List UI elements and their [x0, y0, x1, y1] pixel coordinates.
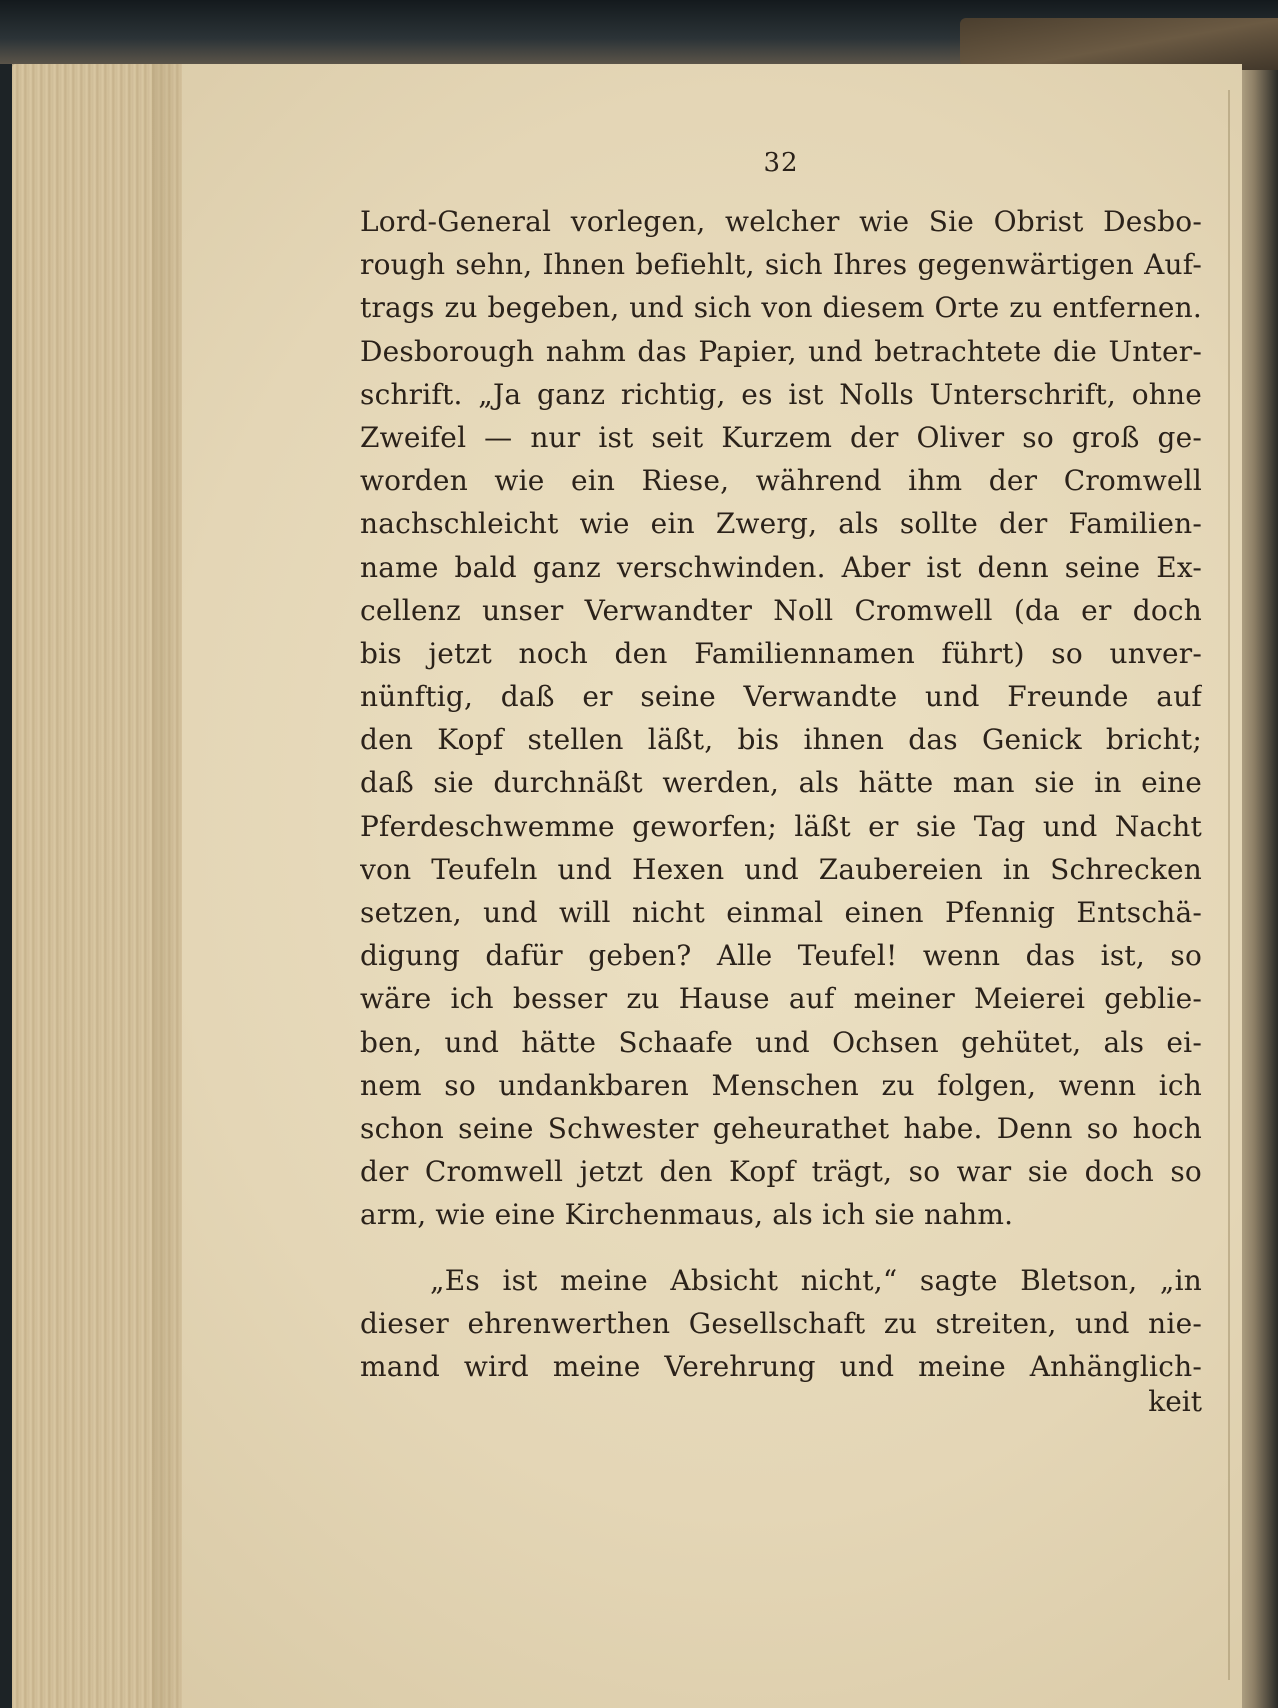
text-line: „Es ist meine Absicht nicht,“ sagte Bletson, „in [430, 1263, 1202, 1297]
catchword: keit [1148, 1385, 1202, 1419]
text-block [360, 148, 1202, 1568]
text-line: bis jetzt noch den Familiennamen führt) so unver- [360, 636, 1202, 670]
text-line: worden wie ein Riese, während ihm der Cromwell [360, 464, 1202, 498]
text-line: dieser ehrenwerthen Gesellschaft zu streiten, und nie- [360, 1306, 1202, 1340]
page-stack-edge [12, 64, 182, 1708]
text-line: wäre ich besser zu Hause auf meiner Meierei geblie- [360, 982, 1202, 1016]
text-line: ben, und hätte Schaafe und Ochsen gehütet, als ei- [360, 1025, 1202, 1059]
text-line: von Teufeln und Hexen und Zaubereien in Schrecken [360, 852, 1202, 886]
text-line: cellenz unser Verwandter Noll Cromwell (da er doch [360, 593, 1202, 627]
text-line: digung dafür geben? Alle Teufel! wenn das ist, so [360, 939, 1202, 973]
text-line: Lord-General vorlegen, welcher wie Sie Obrist Desbo- [360, 205, 1202, 238]
text-line: der Cromwell jetzt den Kopf trägt, so war sie doch so [360, 1155, 1202, 1189]
text-line: mand wird meine Verehrung und meine Anhänglich- [360, 1349, 1202, 1383]
text-line: den Kopf stellen läßt, bis ihnen das Genick bricht; [360, 723, 1202, 757]
body-text [360, 200, 1202, 1388]
page-number: 32 [763, 148, 799, 178]
text-line: nünftig, daß er seine Verwandte und Freunde auf [360, 680, 1202, 714]
text-line: daß sie durchnäßt werden, als hätte man sie in eine [360, 766, 1202, 800]
text-line: Desborough nahm das Papier, und betrachtete die Unter- [360, 334, 1202, 368]
text-line: name bald ganz verschwinden. Aber ist denn seine Ex- [360, 550, 1202, 584]
paragraph-gap [360, 1237, 1202, 1259]
text-line: Zweifel — nur ist seit Kurzem der Oliver so groß ge- [360, 420, 1202, 454]
page-gutter-line [1228, 90, 1230, 1680]
text-line: Pferdeschwemme geworfen; läßt er sie Tag und Nacht [360, 809, 1202, 843]
text-line: trags zu begeben, und sich von diesem Orte zu entfernen. [360, 291, 1202, 325]
text-line: arm, wie eine Kirchenmaus, als ich sie nahm. [360, 1198, 1014, 1232]
text-line: nem so undankbaren Menschen zu folgen, wenn ich [360, 1068, 1202, 1102]
text-line: nachschleicht wie ein Zwerg, als sollte der Familien- [360, 507, 1202, 541]
text-line: schon seine Schwester geheurathet habe. Denn so hoch [360, 1111, 1202, 1145]
text-line: schrift. „Ja ganz richtig, es ist Nolls Unterschrift, ohne [360, 377, 1202, 411]
text-line: setzen, und will nicht einmal einen Pfennig Entschä- [360, 896, 1202, 929]
text-line: rough sehn, Ihnen befiehlt, sich Ihres gegenwärtigen Auf- [360, 248, 1202, 282]
facing-page-edge [1238, 70, 1278, 1708]
